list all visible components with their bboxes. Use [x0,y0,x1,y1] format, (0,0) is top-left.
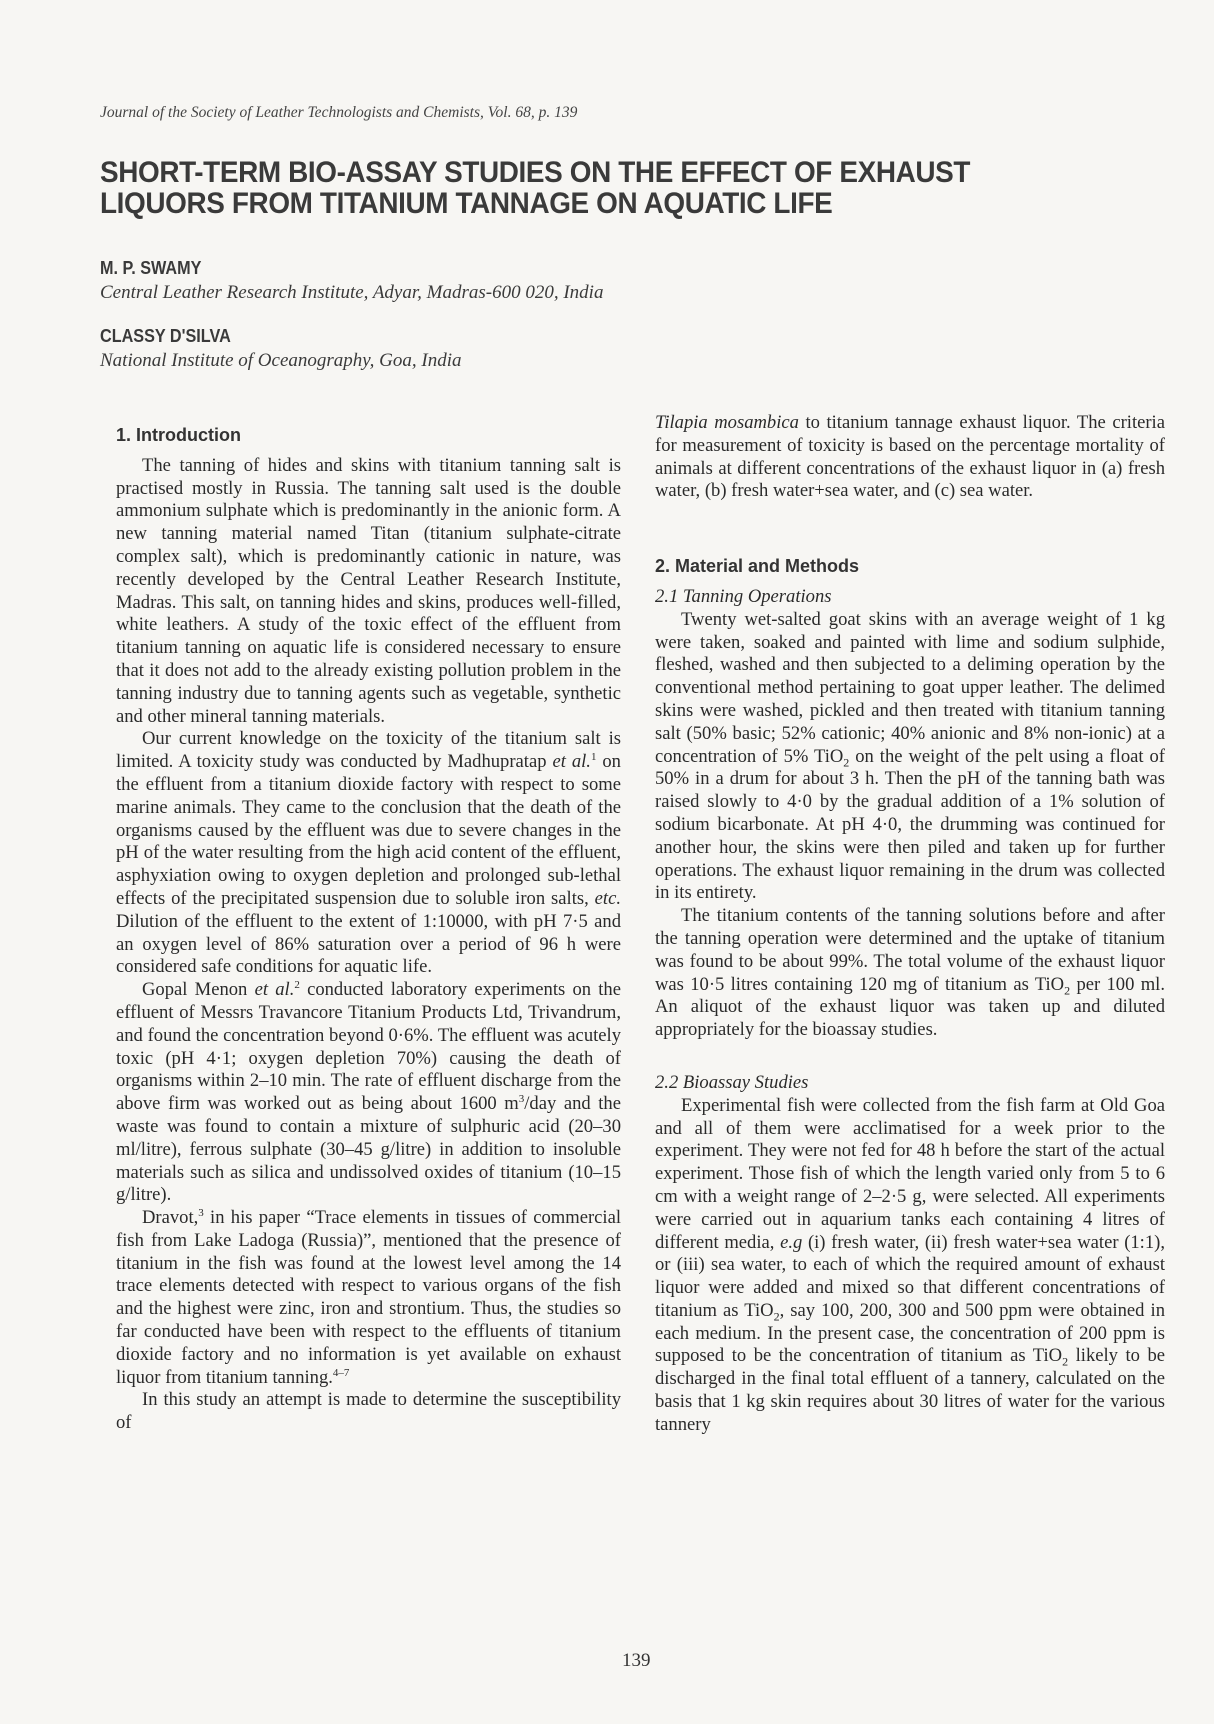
paragraph: Dravot,$^3$ in his paper “Trace elements in tissues of commercial fish from Lake Ladoga (Russia)”, mentioned that the presence of titanium in the fish was found at the lowest level among the 14 trace elements detected with respect to various organs of the fish and the highest were zinc, iron and strontium. Thus, the studies so far conducted have been with respect to the effluents of titanium dioxide factory and no information is yet available on exhaust liquor from titanium tanning.$^{4-7}$ [116,1206,621,1388]
paragraph: Our current knowledge on the toxicity of the titanium salt is limited. A toxicity study was conducted by Madhupratap et al.$^1$ on the effluent from a titanium dioxide factory with respect to some marine animals. They came to the conclusion that the death of the organisms caused by the effluent was due to severe changes in the pH of the water resulting from the high acid content of the effluent, asphyxiation owing to oxygen depletion and prolonged sub-lethal effects of the precipitated suspension due to soluble iron salts, etc. Dilution of the effluent to the extent of 1:10000, with pH 7·5 and an oxygen level of 86% saturation over a period of 96 h were considered safe conditions for aquatic life. [116,728,621,978]
subsection-heading-tanning: 2.1 Tanning Operations [655,585,832,607]
section-heading-methods: 2. Material and Methods [655,556,860,577]
reference-marker: 2 [294,978,300,991]
section-heading-introduction: 1. Introduction [116,425,241,445]
citation-etal: et al. [552,751,591,773]
species-name: Tilapia mosambica [655,412,799,433]
author-name: CLASSY D'SILVA [100,326,231,346]
paragraph: Twenty wet-salted goat skins with an average weight of 1 kg were taken, soaked and painted with lime and sodium sulphide, fleshed, washed and then subjected to a deliming operation by the conventional method pertaining to goat upper leather. The delimed skins were washed, pickled and then treated with titanium tanning salt (50% basic; 52% cationic; 40% anionic and 8% non-ionic) at a concentration of 5% TiO$_2$ on the weight of the pelt using a float of 50% in a drum for about 3 h. Then the pH of the tanning bath was raised slowly to 4·0 by the gradual addition of a 1% solution of sodium bicarbonate. At pH 4·0, the drumming was continued for another hour, the skins were then piled and taken up for further operations. The exhaust liquor remaining in the drum was collected in its entirety. [655,608,1165,904]
journal-citation: Journal of the Society of Leather Technologists and Chemists, Vol. 68, p. 139 [100,104,578,121]
page-number: 139 [622,1650,651,1671]
reference-marker: 4–7 [332,1366,350,1379]
paragraph: In this study an attempt is made to determine the susceptibility of [116,1389,621,1434]
subsection-heading-bioassay: 2.2 Bioassay Studies [655,1071,809,1093]
reference-marker: 1 [590,750,597,763]
citation-etal: et al. [254,979,295,1001]
paragraph: Gopal Menon et al.$^2$ conducted laboratory experiments on the effluent of Messrs Travancore Titanium Products Ltd, Trivandrum, and found the concentration beyond 0·6%. The effluent was acutely toxic (pH 4·1; oxygen depletion 70%) causing the death of organisms within 2–10 min. The rate of effluent discharge from the above firm was worked out as being about 1600 $m^3$/day and the waste was found to contain a mixture of sulphuric acid (20–30 ml/litre), ferrous sulphate (30–45 g/litre) in addition to insoluble materials such as silica and undissolved oxides of titanium (10–15 g/litre). [116,978,621,1206]
paragraph: Experimental fish were collected from the fish farm at Old Goa and all of them were acclimatised for a week prior to the experiment. They were not fed for 48 h before the start of the actual experiment. Those fish of which the length varied only from 5 to 6 cm with a weight range of 2–2·5 g, were selected. All experiments were carried out in aquarium tanks each containing 4 litres of different media, e.g (i) fresh water, (ii) fresh water+sea water (1:1), or (iii) sea water, to each of which the required amount of exhaust liquor were added and mixed so that different concentrations of titanium as TiO$_2$, say 100, 200, 300 and 500 ppm were obtained in each medium. In the present case, the concentration of 200 ppm is supposed to be the concentration of titanium as TiO$_2$ likely to be discharged in the final total effluent of a tannery, calculated on the basis that 1 kg skin requires about 30 litres of water for the various tannery [655,1094,1165,1435]
author-affiliation: Central Leather Research Institute, Adyar, Madras-600 020, India [100,282,604,303]
paragraph-continued: Tilapia mosambica to titanium tannage exhaust liquor. The criteria for measurement of toxicity is based on the percentage mortality of animals at different concentrations of the exhaust liquor in (a) fresh water, (b) fresh water+sea water, and (c) sea water. [655,412,1165,502]
paragraph: The titanium contents of the tanning solutions before and after the tanning operation were determined and the uptake of titanium was found to be about 99%. The total volume of the exhaust liquor was 10·5 litres containing 120 mg of titanium as TiO$_2$ per 100 ml. An aliquot of the exhaust liquor was taken up and diluted appropriately for the bioassay studies. [655,905,1165,1041]
author-affiliation: National Institute of Oceanography, Goa, India [100,350,462,371]
article-title: SHORT-TERM BIO-ASSAY STUDIES ON THE EFFECT OF EXHAUST LIQUORS FROM TITANIUM TANNAGE ON AQUATIC LIFE [100,156,971,220]
reference-marker: 3 [198,1206,204,1219]
right-column [655,412,1165,1437]
left-column [116,424,621,1435]
author-name: M. P. SWAMY [100,258,202,278]
paragraph: The tanning of hides and skins with titanium tanning salt is practised mostly in Russia. The tanning salt used is the double ammonium sulphate which is predominantly in the anionic form. A new tanning material named Titan (titanium sulphate-citrate complex salt), which is predominantly cationic in nature, was recently developed by the Central Leather Research Institute, Madras. This salt, on tanning hides and skins, produces well-filled, white leathers. A study of the toxic effect of the effluent from titanium tanning on aquatic life is considered necessary to ensure that it does not add to the already existing pollution problem in the tanning industry due to tanning agents such as vegetable, synthetic and other mineral tanning materials. [116,454,621,727]
